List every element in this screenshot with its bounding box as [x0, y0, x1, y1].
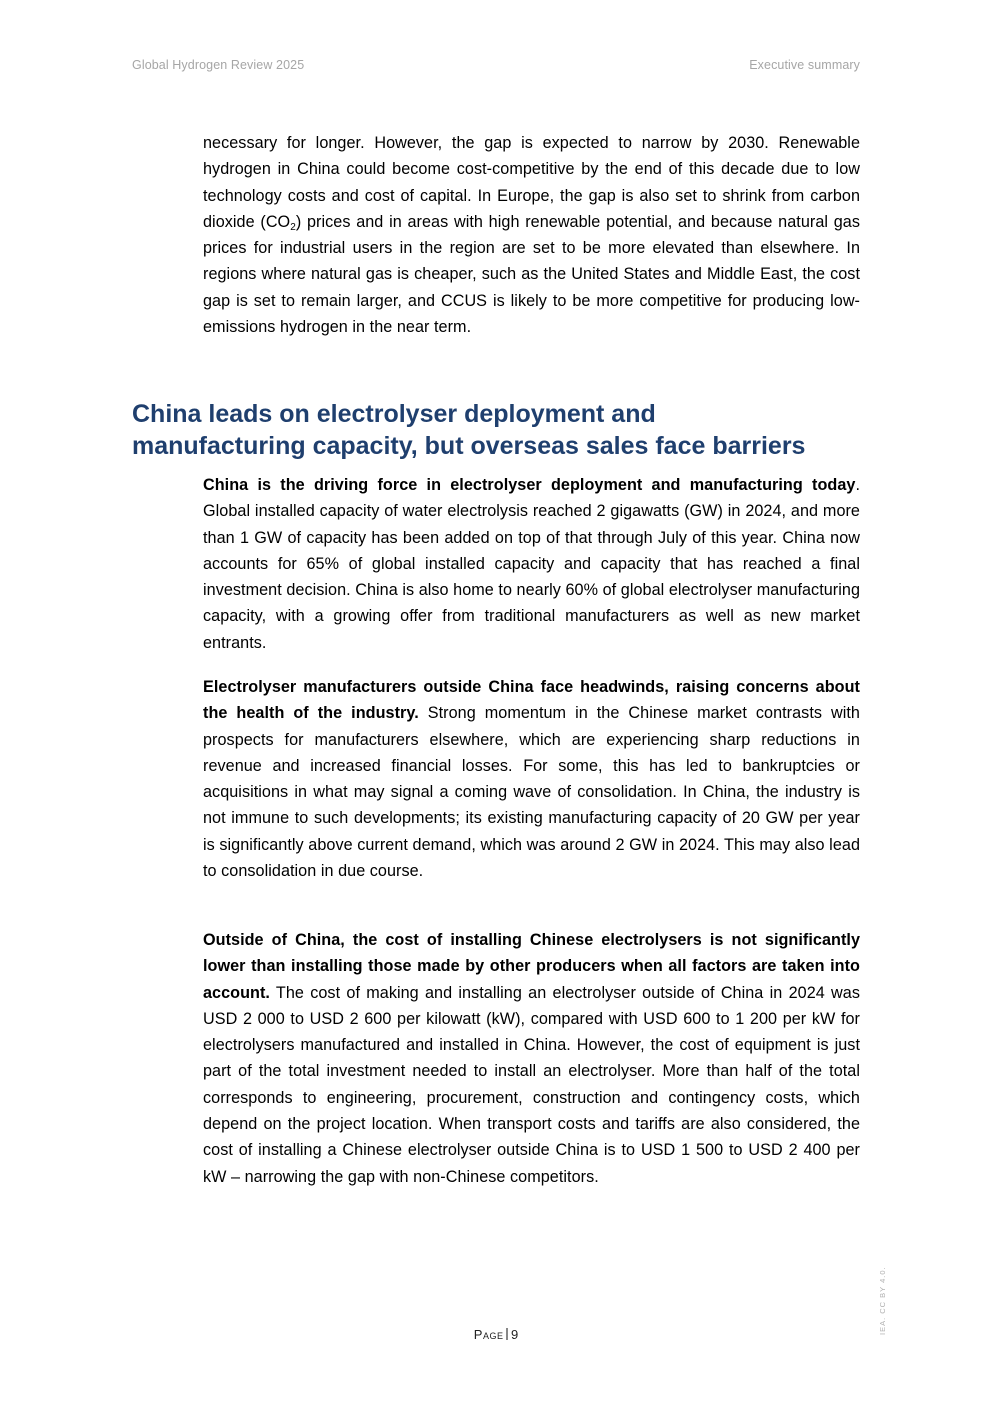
paragraph-body: . Global installed capacity of water electrolysis reached 2 gigawatts (GW) in 2024, and more than 1 GW of capacity has been added on top of that through July of this year. China now accounts for 65% of global installed capacity and capacity that has reached a final investment decision. China is also home to nearly 60% of global electrolyser manufacturing capacity, with a growing offer from traditional manufacturers as well as new market entrants. — [203, 476, 860, 652]
paragraph-lead-bold: Outside of China, the cost of installing Chinese electrolysers is not significantly lower than installing those made by other producers when all factors are taken into account. — [203, 931, 860, 1002]
page-separator — [506, 1328, 508, 1340]
paragraph-body: Strong momentum in the Chinese market contrasts with prospects for manufacturers elsewhere, which are experiencing sharp reductions in revenue and increased financial losses. For some, this has led to bankruptcies or acquisitions in what may signal a coming wave of consolidation. In China, the industry is not immune to such developments; its existing manufacturing capacity of 20 GW per year is significantly above current demand, which was around 2 GW in 2024. This may also lead to consolidation in due course. — [203, 704, 860, 881]
intro-paragraph-text — [203, 130, 860, 340]
paragraph-manufacturers-headwinds — [203, 674, 860, 884]
running-header — [132, 58, 860, 76]
section-heading — [132, 398, 872, 462]
intro-text-part2: ) prices and in areas with high renewable potential, and because natural gas prices for industrial users in the region are set to be more elevated than elsewhere. In regions where natural gas is cheaper, such as the United States and Middle East, the cost gap is set to remain larger, and CCUS is likely to be more competitive for producing low-emissions hydrogen in the near term. — [203, 212, 860, 337]
page-number — [0, 1327, 992, 1342]
paragraph-lead-bold: China is the driving force in electrolyser deployment and manufacturing today — [203, 476, 856, 494]
chapter-title: Executive summary — [749, 58, 860, 72]
paragraph-body: The cost of making and installing an electrolyser outside of China in 2024 was USD 2 000 to USD 2 600 per kilowatt (kW), compared with USD 600 to 1 200 per kW for electrolysers manufactured and installed in China. However, the cost of equipment is just part of the total investment needed to install an electrolyser. More than half of the total corresponds to engineering, procurement, construction and contingency costs, which depend on the project location. When transport costs and tariffs are also considered, the cost of installing a Chinese electrolyser outside China is to USD 1 500 to USD 2 400 per kW – narrowing the gap with non-Chinese competitors. — [203, 983, 860, 1186]
paragraph-lead-bold: Electrolyser manufacturers outside China face headwinds, raising concerns about the health of the industry. — [203, 678, 860, 723]
section-heading-line1: China leads on electrolyser deployment and — [132, 400, 656, 428]
intro-paragraph — [203, 130, 860, 340]
intro-text-part1: necessary for longer. However, the gap is expected to narrow by 2030. Renewable hydrogen in China could become cost-competitive by the end of this decade due to low technology costs and cost of capital. In Europe, the gap is also set to shrink from carbon dioxide (CO — [203, 134, 860, 231]
license-notice: IEA. CC BY 4.0. — [878, 1266, 887, 1335]
paragraph-china-driving-force — [203, 472, 860, 656]
report-title: Global Hydrogen Review 2025 — [132, 58, 305, 72]
section-heading-line2: manufacturing capacity, but overseas sales face barriers — [132, 432, 806, 460]
page-number-value: 9 — [510, 1327, 519, 1342]
page-label: Page — [473, 1327, 504, 1342]
paragraph-installation-cost — [203, 927, 860, 1190]
co2-subscript: 2 — [290, 221, 296, 233]
